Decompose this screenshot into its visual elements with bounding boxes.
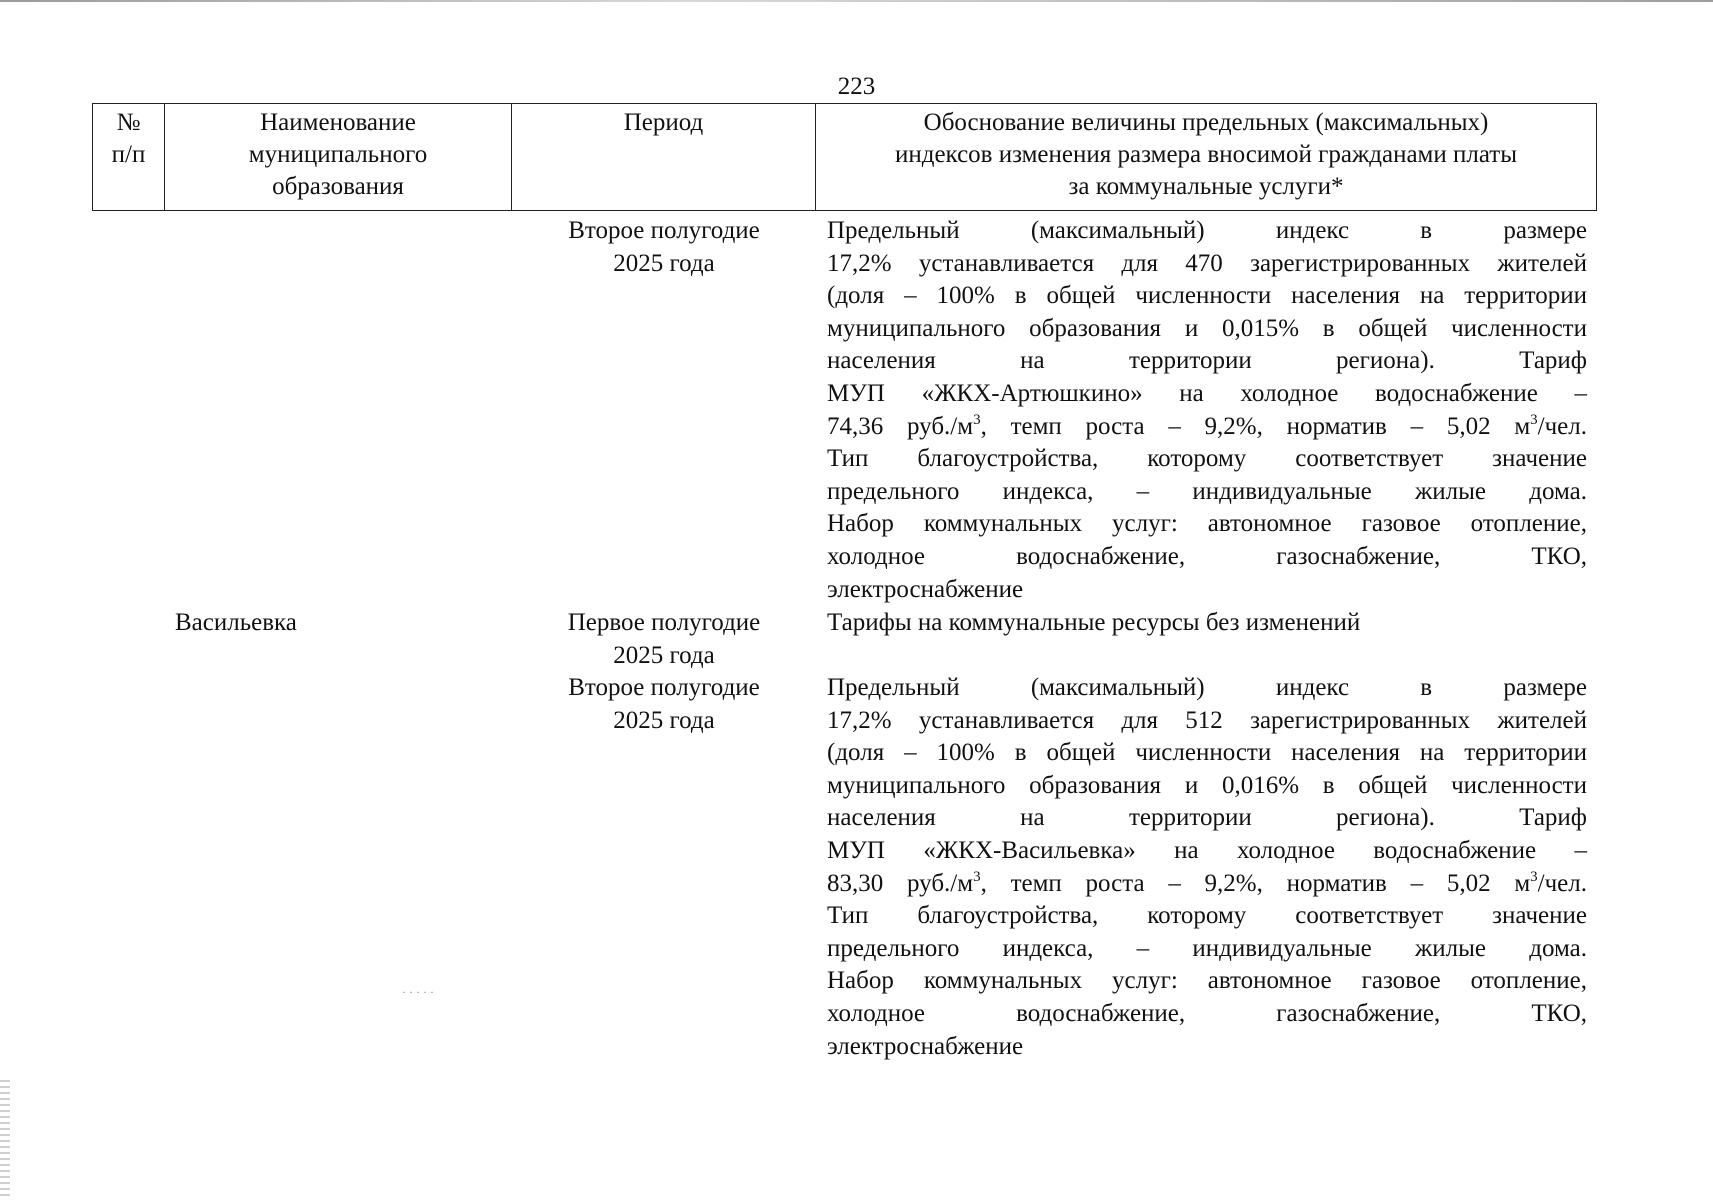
row-3-period: Второе полугодие 2025 года — [568, 674, 760, 734]
header-cell-basis: Обоснование величины предельных (максимальных) индексов изменения размера вносимой гражданами платы за коммунальные услуги* — [894, 109, 1518, 200]
row-2-municipality: Васильевка — [175, 609, 297, 636]
row-2-basis: Тарифы на коммунальные ресурсы без изменений — [827, 609, 1361, 636]
header-cell-municipality: Наименование муниципального образования — [165, 104, 512, 210]
row-2-period: Первое полугодие 2025 года — [567, 609, 761, 669]
row-1-period: Второе полугодие 2025 года — [568, 217, 760, 277]
row-3-basis: Предельный (максимальный) индекс в размере 17,2% устанавливается для 512 зарегистрированных жителей (доля – 100% в общей численности населения на территории муниципального образования и 0,016% в общей численности населения на территории региона). Тариф МУП «ЖКХ-Васильевка» на холодное водоснабжение – 83,30 $руб./м^3$, темп роста – 9,2%, норматив – 5,02 $м^3$/чел. Тип благоустройства, которому соответствует значение предельного индекса, – индивидуальные жилые дома. Набор коммунальных услуг: автономное газовое отопление, холодное водоснабжение, газоснабжение, ТКО, электроснабжение — [827, 674, 1587, 1060]
scan-noise — [0, 1080, 10, 1200]
table-header — [92, 103, 1597, 211]
header-cell-period: Период — [512, 104, 816, 210]
scan-edge — [0, 0, 1713, 2]
page-number: 223 — [837, 73, 876, 100]
scan-speck: · · · · · — [402, 985, 434, 999]
row-1-basis: Предельный (максимальный) индекс в размере 17,2% устанавливается для 470 зарегистрированных жителей (доля – 100% в общей численности населения на территории муниципального образования и 0,015% в общей численности населения на территории региона). Тариф МУП «ЖКХ-Артюшкино» на холодное водоснабжение – 74,36 $руб./м^3$, темп роста – 9,2%, норматив – 5,02 $м^3$/чел. Тип благоустройства, которому соответствует значение предельного индекса, – индивидуальные жилые дома. Набор коммунальных услуг: автономное газовое отопление, холодное водоснабжение, газоснабжение, ТКО, электроснабжение — [827, 217, 1587, 603]
header-cell-number: № п/п — [93, 104, 165, 210]
